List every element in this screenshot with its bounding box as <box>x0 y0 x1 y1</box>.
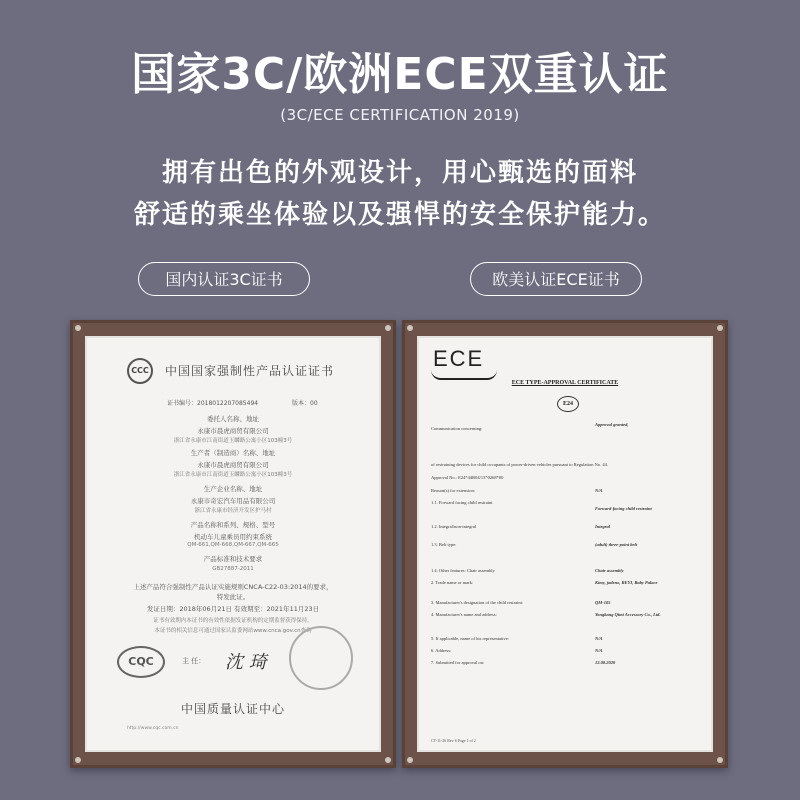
ece-row-label: of restraining devices for child occupants of power-driven vehicles pursuant to Regulation No. 44. <box>431 462 608 467</box>
ece-row-value: Approval granted, <box>595 422 629 427</box>
frame-nail <box>717 325 723 331</box>
ece-certificate <box>419 338 711 750</box>
description-line-2: 舒适的乘坐体验以及强悍的安全保护能力。 <box>133 200 666 230</box>
ece-row-value: Integral <box>595 524 611 529</box>
ece-swoosh-icon <box>431 370 497 380</box>
ece-row-value: Kimy, jadeno, REYI, Baby Palace <box>595 580 658 585</box>
page-subtitle: (3C/ECE CERTIFICATION 2019) <box>280 106 520 124</box>
ccc-statement: 上述产品符合强制性产品认证实施规则CNCA-C22-03:2014的要求， <box>133 583 333 591</box>
ccc-certificate <box>87 338 379 750</box>
ccc-product-name: 机动车儿童乘员用约束系统 <box>194 533 272 541</box>
ece-row-value: 12.08.2020 <box>595 660 616 665</box>
ece-row-label: 1.4. Other features: Chair assembly <box>431 568 495 573</box>
ece-row-label: Communication concerning: <box>431 426 483 431</box>
ece-row-label: 6. Address: <box>431 648 452 653</box>
frame-nail <box>407 325 413 331</box>
ccc-applicant-name: 永康市晨虎商贸有限公司 <box>197 427 269 435</box>
ccc-note-lookup: 本证书的相关信息可通过国家认监委网站www.cnca.gov.cn查询 <box>154 628 312 634</box>
ece-row-label: 1.1. Forward facing child restraint <box>431 500 493 505</box>
ece-row-label: 5. If applicable, name of his representative: <box>431 636 509 641</box>
e24-mark-icon: E24 <box>557 396 579 412</box>
ece-row-label: 7. Submitted for approval on: <box>431 660 485 665</box>
seal-stamp-icon <box>289 626 353 690</box>
ccc-statement-end: 特发此证。 <box>216 593 250 601</box>
ece-logo-icon: ECE <box>433 346 485 371</box>
ccc-applicant-address: 浙江省永康市江南街道玉麟路公寓小区103幢3号 <box>173 438 293 444</box>
ece-row-label: 2. Trade name or mark: <box>431 580 474 585</box>
ccc-signer-label: 主 任： <box>182 657 206 665</box>
ece-row-value: QM-105 <box>595 600 611 605</box>
ccc-applicant-label: 委托人名称、地址 <box>207 415 259 423</box>
ccc-standard: GB27887-2011 <box>212 566 254 572</box>
ccc-factory-label: 生产企业名称、地址 <box>203 485 263 493</box>
ece-row-label: Reason(s) for extension: <box>431 488 475 493</box>
ece-row-label: 3. Manufacturer's designation of the child restraint: <box>431 600 524 605</box>
ccc-maker-name: 永康市晨虎商贸有限公司 <box>197 461 269 469</box>
ccc-standard-label: 产品标准和技术要求 <box>203 555 263 563</box>
ece-row-value: Yongkang Qimi Accessory Co., Ltd. <box>595 612 661 617</box>
ccc-logo-icon: CCC <box>127 358 153 384</box>
ece-row-value: N/A <box>595 636 603 641</box>
label-3c-certificate: 国内认证3C证书 <box>138 262 310 296</box>
ece-row-value: N/A <box>595 648 603 653</box>
ccc-maker-address: 浙江省永康市江南街道玉麟路公寓小区103幢3号 <box>173 472 293 478</box>
ccc-factory-name: 永康市奇宏汽车用品有限公司 <box>190 497 276 505</box>
frame-nail <box>75 325 81 331</box>
ece-row-label: Approval No.: E24*44R04/13*0268*00 <box>431 475 504 480</box>
description-line-1: 拥有出色的外观设计，用心甄选的面料 <box>161 158 638 188</box>
ece-certificate-frame <box>402 320 728 768</box>
ece-row-value: Chair assembly <box>595 568 624 573</box>
frame-nail <box>407 757 413 763</box>
ece-footer: CT-11-26 Rev 6 Page 1 of 2 <box>431 738 476 743</box>
frame-nail <box>385 325 391 331</box>
ece-row-label: 4. Manufacturer's name and address: <box>431 612 497 617</box>
ccc-certificate-frame <box>70 320 396 768</box>
frame-nail <box>75 757 81 763</box>
ece-title: ECE TYPE-APPROVAL CERTIFICATE <box>511 380 619 386</box>
ece-row-label: 1.3. Belt type: <box>431 542 457 547</box>
ccc-version: 版本：00 <box>292 400 318 407</box>
ccc-issuer: 中国质量认证中心 <box>180 702 285 716</box>
ccc-dates: 发证日期：2018年06月21日 有效期至：2021年11月23日 <box>146 605 320 613</box>
frame-nail <box>385 757 391 763</box>
page-title: 国家3C/欧洲ECE双重认证 <box>131 49 669 100</box>
cqc-logo-icon: CQC <box>117 646 165 678</box>
ccc-note-validity: 证书有效期内本证书的有效性依据发证机构的定期监督获得保持。 <box>153 618 313 624</box>
frame-nail <box>717 757 723 763</box>
ccc-factory-address: 浙江省永康市经济开发区护马村 <box>194 508 272 514</box>
ece-row-value: N/A <box>595 488 603 493</box>
ece-row-label: 1.2. Integral/non-integral <box>431 524 477 529</box>
ece-row-value: (adult) three-point belt <box>595 542 637 547</box>
ccc-cert-number: 证书编号：2018012207085494 <box>167 400 259 407</box>
ccc-footer: http://www.cqc.com.cn <box>127 726 179 731</box>
label-ece-certificate: 欧美认证ECE证书 <box>470 262 642 296</box>
ece-row-value: Forward-facing child restraint <box>595 506 652 511</box>
ccc-product-label: 产品名称和系列、规格、型号 <box>190 521 276 529</box>
ccc-models: QM-661,QM-668,QM-667,QM-665 <box>187 542 279 548</box>
ccc-maker-label: 生产者（制造商）名称、地址 <box>190 449 276 457</box>
signature: 沈 琦 <box>225 652 267 673</box>
ccc-title: 中国国家强制性产品认证证书 <box>165 364 335 378</box>
